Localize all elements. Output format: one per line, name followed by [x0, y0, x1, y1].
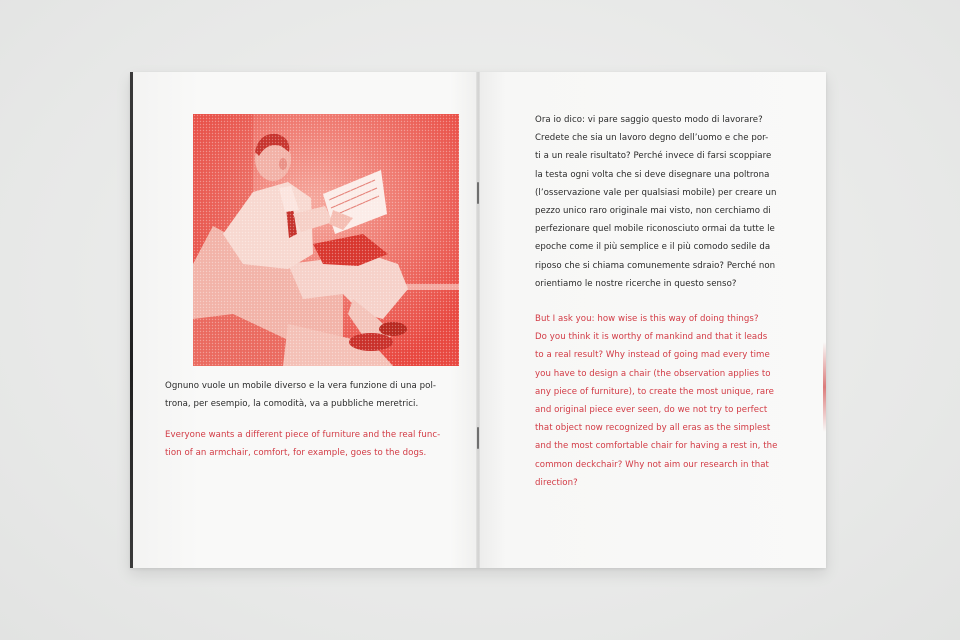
body-italian-line: Credete che sia un lavoro degno dell’uomo e che por- [535, 133, 769, 144]
staple [477, 182, 479, 204]
staple [477, 427, 479, 449]
caption-italian-line: Ognuno vuole un mobile diverso e la vera funzione di una pol- [165, 381, 437, 391]
body-english-line: that object now recognized by all eras as the simplest [535, 423, 771, 434]
body-english-line: to a real result? Why instead of going mad every time [535, 350, 770, 361]
right-page [478, 72, 826, 568]
open-booklet [130, 72, 826, 568]
body-english [535, 310, 777, 492]
cover-edge [130, 72, 133, 568]
left-page [130, 72, 478, 568]
body-english-line: But I ask you: how wise is this way of doing things? [535, 314, 759, 324]
body-english-line: you have to design a chair (the observation applies to [535, 368, 771, 379]
caption-english-line: Everyone wants a different piece of furniture and the real func- [165, 430, 441, 440]
body-italian-line: Ora io dico: vi pare saggio questo modo di lavorare? [535, 115, 763, 125]
body-italian-line: ti a un reale risultato? Perché invece di farsi scoppiare [535, 151, 772, 162]
body-english-line: common deckchair? Why not aim our research in that [535, 459, 769, 470]
body-italian [535, 111, 776, 293]
body-english-line: Do you think it is worthy of mankind and that it leads [535, 332, 768, 343]
caption-italian [165, 377, 436, 413]
body-italian-line: riposo che si chiama comunemente sdraio? Perché non [535, 260, 776, 271]
caption-italian-line: trona, per esempio, la comodità, va a pubbliche meretrici. [165, 399, 419, 410]
caption-english-line: tion of an armchair, comfort, for example, goes to the dogs. [165, 448, 427, 459]
body-english-line: and the most comfortable chair for having a rest in, the [535, 441, 778, 452]
body-italian-line: epoche come il più semplice e il più comodo sedile da [535, 242, 771, 253]
caption-english [165, 426, 440, 462]
body-english-line: any piece of furniture), to create the most unique, rare [535, 386, 774, 397]
body-italian-line: la testa ogni volta che si deve disegnare una poltrona [535, 169, 770, 180]
body-italian-line: orientiamo le nostre ricerche in questo senso? [535, 278, 737, 289]
body-italian-line: (l’osservazione vale per qualsiasi mobile) per creare un [535, 187, 777, 198]
body-italian-line: pezzo unico raro originale mai visto, non cerchiamo di [535, 206, 771, 217]
body-english-line: and original piece ever seen, do we not try to perfect [535, 405, 768, 416]
page-edge-tint [823, 342, 826, 432]
booklet-spine [476, 72, 480, 568]
duotone-photo-man-reading-on-deckchair [193, 114, 459, 366]
body-italian-line: perfezionare quel mobile riconosciuto ormai da tutte le [535, 224, 775, 235]
body-english-line: direction? [535, 477, 578, 488]
